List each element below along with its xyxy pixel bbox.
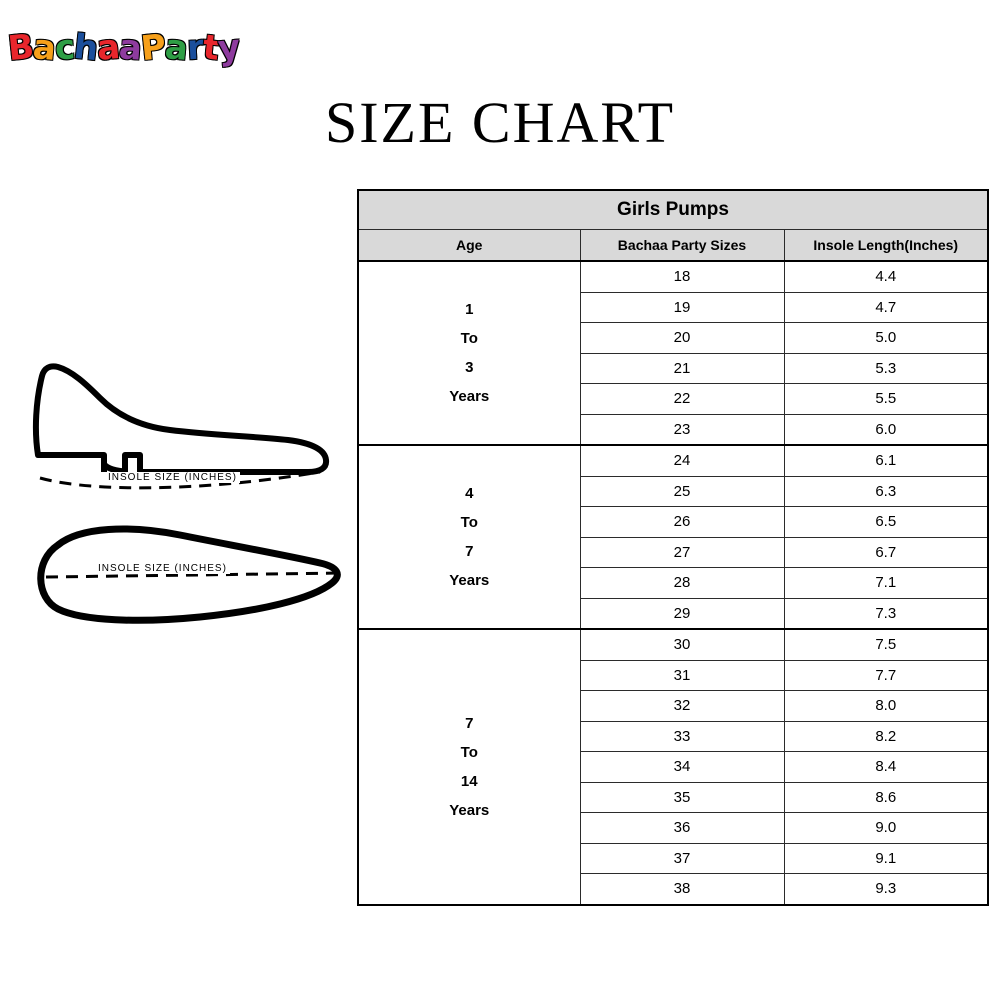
size-chart-table — [357, 189, 989, 906]
table-title: Girls Pumps — [358, 190, 988, 230]
age-group-cell — [358, 445, 580, 629]
insole-cell: 5.5 — [784, 384, 988, 415]
size-cell: 35 — [580, 782, 784, 813]
logo-letter: B — [5, 26, 35, 70]
age-line: 1 — [465, 301, 474, 318]
insole-cell: 9.0 — [784, 813, 988, 844]
size-cell: 23 — [580, 414, 784, 445]
insole-cell: 5.3 — [784, 353, 988, 384]
logo-letter: a — [95, 27, 121, 69]
logo-letter: a — [31, 27, 57, 69]
age-line: Years — [449, 388, 490, 405]
age-line: 4 — [465, 485, 474, 502]
insole-cell: 6.7 — [784, 537, 988, 568]
insole-cell: 6.0 — [784, 414, 988, 445]
age-line: 14 — [460, 772, 478, 790]
insole-cell: 7.3 — [784, 598, 988, 629]
logo-letter: a — [117, 27, 143, 69]
table-row — [358, 261, 988, 292]
insole-cell: 8.0 — [784, 691, 988, 722]
insole-cell: 4.4 — [784, 261, 988, 292]
age-group-cell — [358, 629, 580, 905]
insole-cell: 8.2 — [784, 721, 988, 752]
logo-letter: r — [185, 27, 204, 69]
size-cell: 29 — [580, 598, 784, 629]
insole-cell: 7.5 — [784, 629, 988, 660]
size-cell: 20 — [580, 323, 784, 354]
column-header-insole: Insole Length(Inches) — [784, 230, 988, 262]
size-cell: 32 — [580, 691, 784, 722]
insole-cell: 6.1 — [784, 445, 988, 476]
age-line: 3 — [465, 359, 474, 376]
size-cell: 37 — [580, 843, 784, 874]
age-line: To — [460, 743, 478, 761]
insole-cell: 6.5 — [784, 507, 988, 538]
age-line: Years — [449, 801, 490, 819]
size-cell: 33 — [580, 721, 784, 752]
insole-cell: 8.6 — [784, 782, 988, 813]
insole-cell: 7.7 — [784, 660, 988, 691]
logo-letter: t — [200, 27, 221, 69]
logo-letter: a — [163, 27, 189, 69]
insole-cell: 8.4 — [784, 752, 988, 783]
size-cell: 38 — [580, 874, 784, 905]
insole-cell: 6.3 — [784, 476, 988, 507]
size-cell: 19 — [580, 292, 784, 323]
shoe-sole-view-icon — [20, 515, 350, 640]
page-title: SIZE CHART — [324, 90, 676, 155]
logo-letter: y — [216, 27, 241, 69]
age-line: 7 — [465, 543, 474, 560]
size-cell: 28 — [580, 568, 784, 599]
age-group-cell — [358, 261, 580, 445]
table-header-row — [358, 190, 988, 230]
insole-cell: 5.0 — [784, 323, 988, 354]
size-cell: 34 — [580, 752, 784, 783]
table-row — [358, 629, 988, 660]
size-cell: 25 — [580, 476, 784, 507]
column-header-sizes: Bachaa Party Sizes — [580, 230, 784, 262]
logo-letter: h — [72, 26, 100, 70]
insole-cell: 4.7 — [784, 292, 988, 323]
insole-size-caption-side: INSOLE SIZE (INCHES) — [105, 472, 240, 483]
logo-letter: c — [53, 27, 76, 69]
logo-letter: P — [139, 26, 168, 70]
age-line: To — [460, 330, 478, 347]
insole-cell: 7.1 — [784, 568, 988, 599]
size-cell: 26 — [580, 507, 784, 538]
insole-size-caption-sole: INSOLE SIZE (INCHES) — [95, 563, 230, 574]
size-cell: 31 — [580, 660, 784, 691]
size-cell: 30 — [580, 629, 784, 660]
size-cell: 36 — [580, 813, 784, 844]
age-line: To — [460, 514, 478, 531]
brand-logo-text — [5, 18, 258, 78]
size-cell: 27 — [580, 537, 784, 568]
brand-logo — [5, 18, 258, 78]
column-header-age: Age — [358, 230, 580, 262]
size-cell: 18 — [580, 261, 784, 292]
age-line: Years — [449, 572, 490, 589]
size-cell: 22 — [580, 384, 784, 415]
size-cell: 24 — [580, 445, 784, 476]
table-column-header-row — [358, 230, 988, 262]
insole-cell: 9.1 — [784, 843, 988, 874]
size-cell: 21 — [580, 353, 784, 384]
insole-cell: 9.3 — [784, 874, 988, 905]
table-row — [358, 445, 988, 476]
age-line: 7 — [465, 714, 474, 732]
